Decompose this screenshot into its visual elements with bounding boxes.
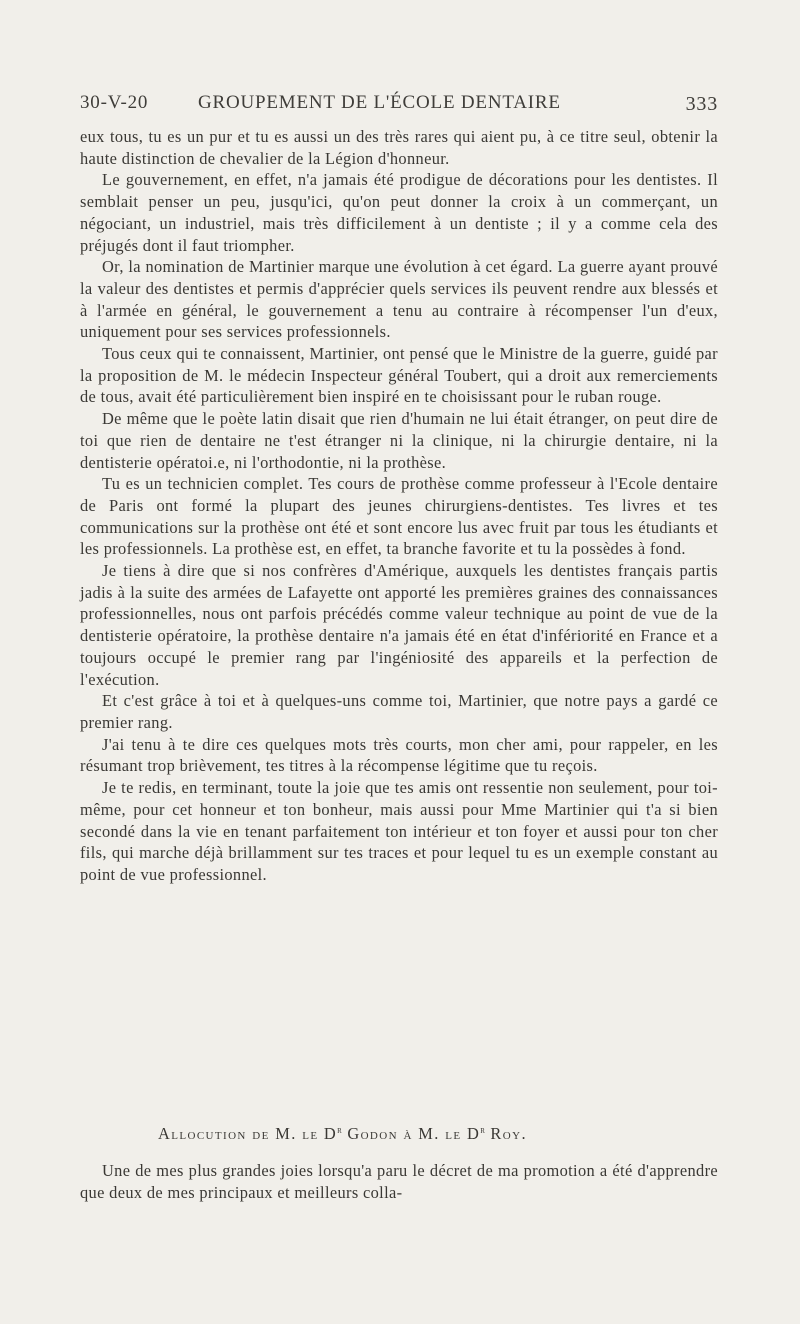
paragraph: Tous ceux qui te connaissent, Martinier, ont pensé que le Ministre de la guerre, guidé par la proposition de M. le médecin Inspecteur général Toubert, qui a droit aux remerciements de tous, avait été particulièrement bien inspiré en te choisissant pour le ruban rouge. <box>80 344 718 407</box>
closing-text <box>80 1160 718 1203</box>
paragraph: Et c'est grâce à toi et à quelques-uns comme toi, Martinier, que notre pays a gardé ce premier rang. <box>80 691 718 732</box>
body-text <box>80 126 718 886</box>
section-heading <box>158 1124 527 1144</box>
header-date: 30-V-20 <box>80 92 149 113</box>
paragraph: Une de mes plus grandes joies lorsqu'a paru le décret de ma promotion a été d'apprendre que deux de mes principaux et meilleurs colla- <box>80 1161 718 1202</box>
paragraph: Je te redis, en terminant, toute la joie que tes amis ont ressentie non seulement, pour toi-même, pour cet honneur et ton bonheur, mais aussi pour Mme Martinier qui t'a si bien secondé dans la vie en tenant parfaitement ton intérieur et ton foyer et aussi pour ton cher fils, qui marche déjà brillamment sur tes traces et pour lequel tu es un exemple constant au point de vue professionnel. <box>80 778 718 884</box>
paragraph: Le gouvernement, en effet, n'a jamais été prodigue de décorations pour les dentistes. Il semblait penser un peu, jusqu'ici, qu'on peut donner la croix à un commerçant, un négociant, un industriel, mais très difficilement à un dentiste ; il y a comme cela des préjugés dont il faut triompher. <box>80 170 718 255</box>
paragraph: J'ai tenu à te dire ces quelques mots très courts, mon cher ami, pour rappeler, en les résumant trop brièvement, tes titres à la récompense légitime que tu reçois. <box>80 734 718 776</box>
heading-part: Allocution de M. le D <box>158 1124 338 1143</box>
heading-part: Godon à M. le D <box>341 1124 481 1143</box>
heading-superscript: r <box>480 1125 485 1136</box>
header-title: GROUPEMENT DE L'ÉCOLE DENTAIRE <box>198 92 561 113</box>
running-header <box>80 92 718 120</box>
paragraph: Or, la nomination de Martinier marque une évolution à cet égard. La guerre ayant prouvé la valeur des dentistes et permis d'apprécier quels services ils peuvent rendre aux blessés et à l'armée en général, le gouvernement a tenu au contraire à récompenser l'un d'eux, uniquement pour ses services professionnels. <box>80 257 718 342</box>
heading-part: Roy. <box>484 1124 527 1143</box>
paragraph: Tu es un technicien complet. Tes cours de prothèse comme professeur à l'Ecole dentaire de Paris ont formé la plupart des jeunes chirurgiens-dentistes. Tes livres et tes communications sur la prothèse ont été et sont encore lus avec fruit par tous les étudiants et les professionnels. La prothèse est, en effet, ta branche favorite et tu la possèdes à fond. <box>80 474 718 559</box>
paragraph: Je tiens à dire que si nos confrères d'Amérique, auxquels les dentistes français partis jadis à la suite des armées de Lafayette ont apporté les premières graines des connaissances professionnelles, nous ont parfois précédés comme valeur technique au point de vue de la dentisterie opératoire, la prothèse dentaire n'a jamais été en état d'infériorité en France et a toujours occupé le premier rang par l'ingéniosité des appareils et la perfection de l'exécution. <box>80 561 718 689</box>
page-number: 333 <box>685 93 718 115</box>
heading-superscript: r <box>337 1125 342 1136</box>
paragraph: eux tous, tu es un pur et tu es aussi un des très rares qui aient pu, à ce titre seul, obtenir la haute distinction de chevalier de la Légion d'honneur. <box>80 127 718 168</box>
paragraph: De même que le poète latin disait que rien d'humain ne lui était étranger, on peut dire de toi que rien de dentaire ne t'est étranger ni la clinique, ni la chirurgie dentaire, ni la dentisterie opératoi.e, ni l'orthodontie, ni la prothèse. <box>80 409 718 472</box>
